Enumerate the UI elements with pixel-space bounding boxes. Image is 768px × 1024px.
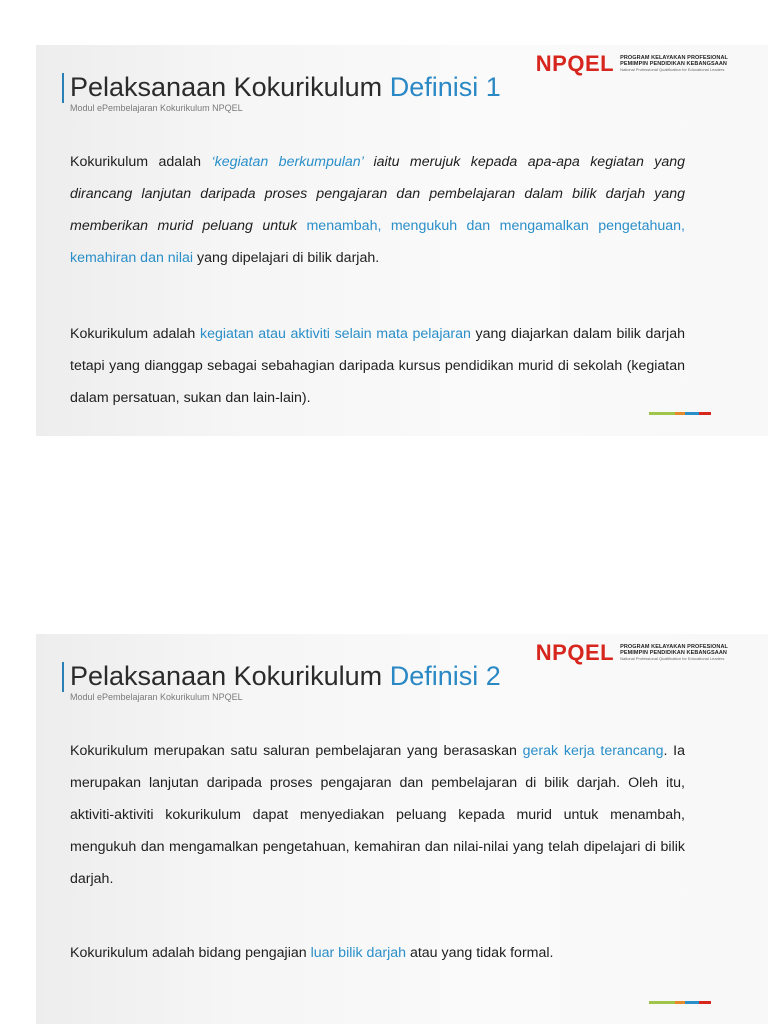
- text-run-italic: iaitu merujuk kepada apa-apa kegiatan yang dirancang lanjutan daripada proses pengajaran dan pembelajaran dalam bilik darjah yang memberikan murid peluang untuk: [70, 154, 686, 234]
- highlight-text: ‘kegiatan berkumpulan’: [211, 154, 364, 170]
- text-run: . Ia merupakan lanjutan daripada proses pengajaran dan pembelajaran di bilik darjah. Oleh itu, aktiviti-aktiviti kokurikulum dapat menyediakan peluang kepada murid untuk menambah, mengukuh dan mengamalkan pengetahuan, kemahiran dan nilai-nilai yang telah dipelajari di bilik darjah.: [70, 743, 685, 887]
- slide-title: [70, 660, 501, 692]
- text-run: yang dipelajari di bilik darjah.: [193, 250, 380, 266]
- text-run: atau yang tidak formal.: [406, 945, 554, 961]
- footer-bar-orange: [675, 1001, 685, 1004]
- logo-line-3: National Professional Qualification for Educational Leaders: [620, 656, 725, 661]
- slide-definisi-1: [36, 45, 768, 436]
- definition-paragraph-2: [70, 937, 685, 969]
- text-run: Kokurikulum merupakan satu saluran pembelajaran yang berasaskan: [70, 743, 523, 759]
- highlight-text: gerak kerja terancang: [522, 743, 664, 759]
- logo-text: [620, 56, 728, 72]
- definition-paragraph-2: [70, 318, 685, 414]
- slide-subtitle: Modul ePembelajaran Kokurikulum NPQEL: [70, 103, 243, 113]
- footer-bar-red: [699, 412, 711, 415]
- text-run: yang diajarkan dalam bilik darjah tetapi yang dianggap sebagai sebahagian daripada kursus pendidikan murid di sekolah (kegiatan dalam persatuan, sukan dan lain-lain).: [70, 326, 685, 406]
- logo-mark: NPQEL: [535, 640, 615, 665]
- npqel-logo: [536, 50, 728, 78]
- slide-title: [70, 71, 501, 103]
- slide-definisi-2: [36, 634, 768, 1024]
- footer-bar-blue: [685, 1001, 699, 1004]
- title-accent-bar: [62, 73, 64, 103]
- logo-line-1: PROGRAM KELAYAKAN PROFESIONAL: [620, 55, 728, 61]
- footer-bar-blue: [685, 412, 699, 415]
- highlight-text: menambah, mengukuh dan mengamalkan pengetahuan, kemahiran dan nilai: [70, 218, 685, 266]
- highlight-text: luar bilik darjah: [310, 945, 406, 961]
- footer-bar-green: [649, 1001, 675, 1004]
- title-main: Pelaksanaan Kokurikulum: [70, 72, 383, 102]
- footer-bar-red: [699, 1001, 711, 1004]
- slide-subtitle: Modul ePembelajaran Kokurikulum NPQEL: [70, 692, 243, 702]
- logo-text: [620, 645, 728, 661]
- definition-paragraph-1: [70, 146, 685, 274]
- footer-bar-green: [649, 412, 675, 415]
- title-sub: Definisi 1: [389, 72, 501, 102]
- logo-line-2: PEMIMPIN PENDIDIKAN KEBANGSAAN: [620, 60, 727, 67]
- footer-color-bars: [649, 1001, 711, 1004]
- title-accent-bar: [62, 662, 64, 692]
- highlight-text: kegiatan atau aktiviti selain mata pelajaran: [199, 326, 471, 342]
- text-run: Kokurikulum adalah: [70, 326, 200, 342]
- footer-color-bars: [649, 412, 711, 415]
- footer-bar-orange: [675, 412, 685, 415]
- logo-line-3: National Professional Qualification for Educational Leaders: [620, 67, 725, 72]
- text-run: Kokurikulum adalah bidang pengajian: [70, 945, 311, 961]
- title-main: Pelaksanaan Kokurikulum: [70, 661, 383, 691]
- logo-line-2: PEMIMPIN PENDIDIKAN KEBANGSAAN: [620, 649, 727, 656]
- logo-line-1: PROGRAM KELAYAKAN PROFESIONAL: [620, 644, 728, 650]
- definition-paragraph-1: [70, 735, 685, 895]
- logo-mark: NPQEL: [535, 51, 615, 76]
- npqel-logo: [536, 639, 728, 667]
- title-sub: Definisi 2: [389, 661, 501, 691]
- text-run: Kokurikulum adalah: [70, 154, 212, 170]
